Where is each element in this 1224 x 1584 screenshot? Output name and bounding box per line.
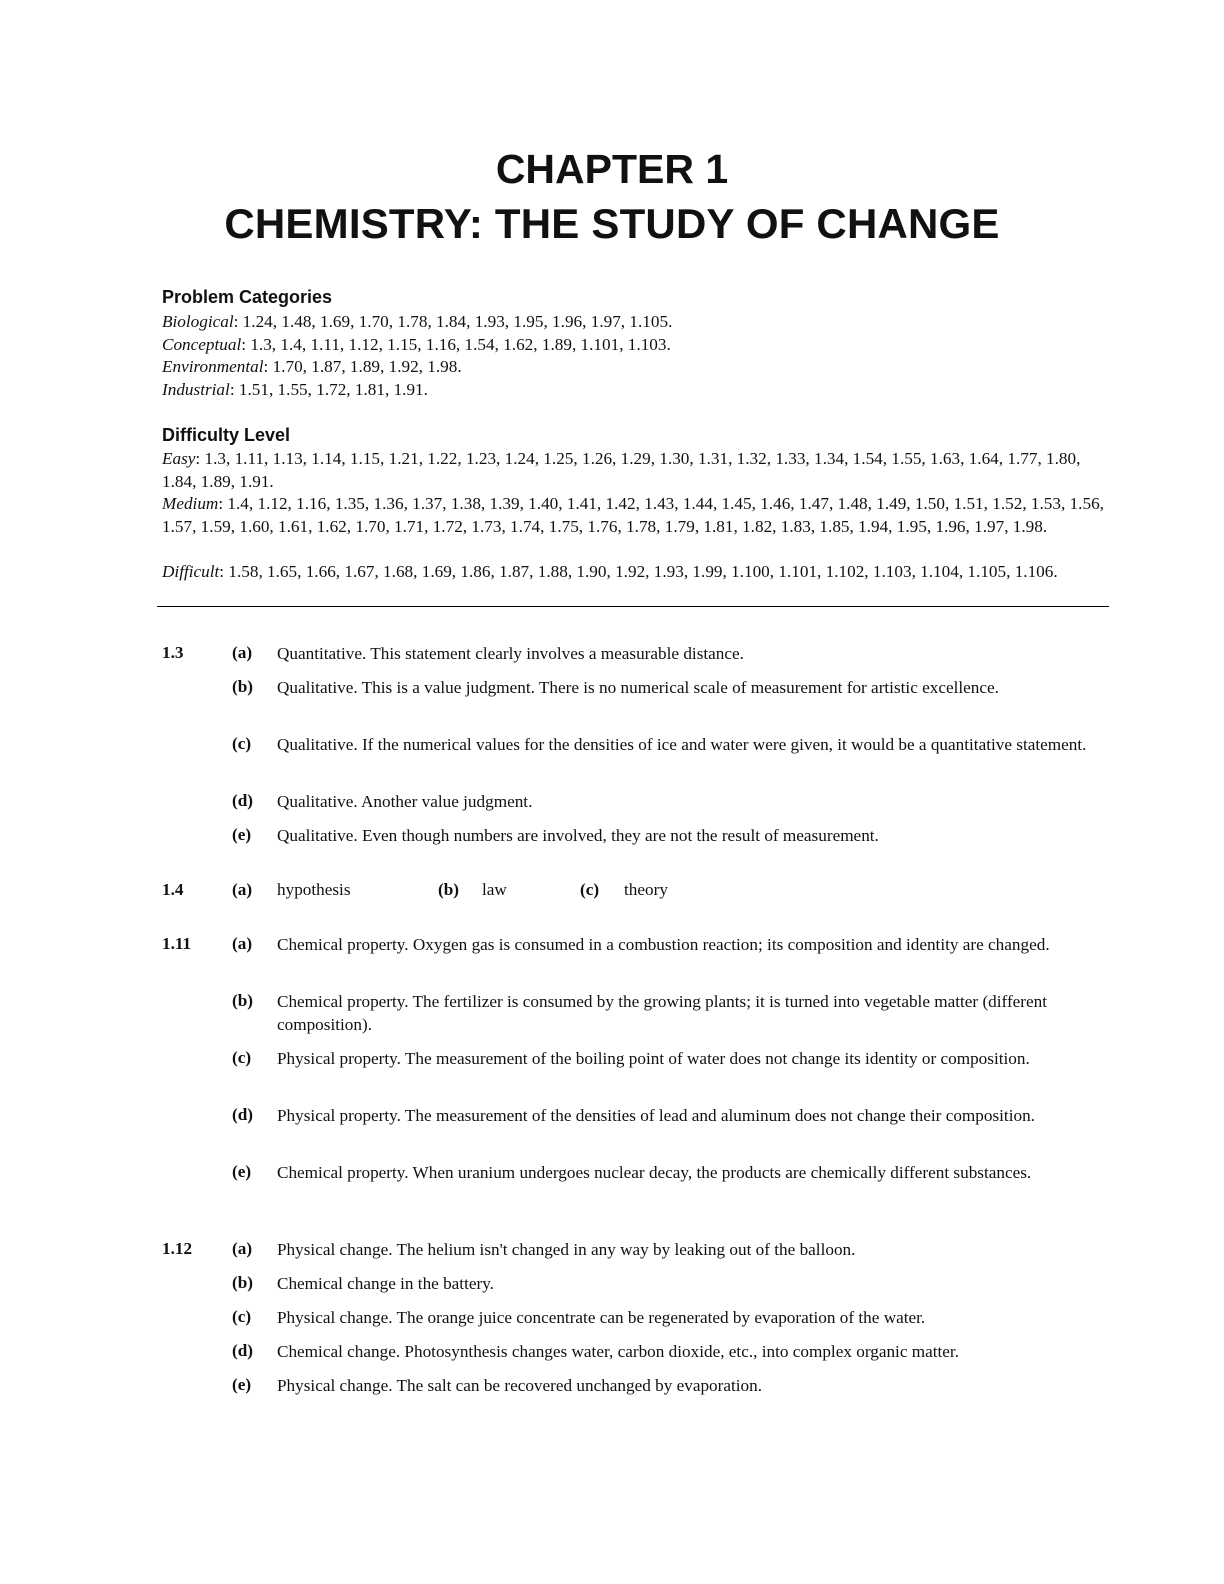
difficulty-label: Difficult — [162, 562, 220, 581]
difficulty-difficult — [162, 561, 1107, 584]
part-label: (c) — [232, 1048, 252, 1067]
answer-text: law — [482, 880, 507, 899]
answer-text: Qualitative. This is a value judgment. There is no numerical scale of measurement for artistic excellence. — [277, 678, 999, 697]
answer-text: Chemical change in the battery. — [277, 1274, 494, 1293]
answer-text: Qualitative. Another value judgment. — [277, 792, 533, 811]
part-label: (c) — [232, 1307, 252, 1326]
category-label: Environmental — [162, 357, 264, 377]
answer-text: Chemical property. Oxygen gas is consumed in a combustion reaction; its composition and identity are changed. — [277, 935, 1050, 954]
category-values: : 1.51, 1.55, 1.72, 1.81, 1.91. — [229, 379, 428, 399]
category-row — [162, 334, 1107, 357]
difficulty-heading: Difficulty Level — [162, 425, 291, 445]
answer-text: Physical change. The helium isn't changed in any way by leaking out of the balloon. — [277, 1240, 856, 1259]
part-label: (a) — [232, 934, 253, 953]
part-label: (e) — [232, 1162, 252, 1181]
difficulty-medium — [162, 493, 1107, 538]
part-label: (a) — [232, 880, 253, 899]
difficulty-easy — [162, 448, 1107, 493]
part-label: (a) — [232, 1239, 253, 1258]
part-label: (a) — [232, 643, 253, 662]
answer-text: Qualitative. If the numerical values for the densities of ice and water were given, it would be a quantitative statement. — [277, 735, 1087, 754]
answer-text: Physical property. The measurement of the boiling point of water does not change its identity or composition. — [277, 1049, 1030, 1068]
problem-categories-heading: Problem Categories — [162, 287, 333, 307]
part-label: (c) — [580, 880, 600, 899]
category-label: Biological — [162, 312, 234, 331]
answer-text: Quantitative. This statement clearly involves a measurable distance. — [277, 644, 744, 663]
problem-number: 1.4 — [162, 880, 184, 899]
answer-text: Chemical property. When uranium undergoes nuclear decay, the products are chemically different substances. — [277, 1163, 1032, 1182]
category-values: : 1.24, 1.48, 1.69, 1.70, 1.78, 1.84, 1.93, 1.95, 1.96, 1.97, 1.105. — [233, 312, 673, 331]
part-label: (c) — [232, 734, 252, 753]
part-label: (e) — [232, 1375, 252, 1394]
problem-number: 1.3 — [162, 643, 184, 662]
category-row — [162, 356, 1107, 379]
problem-number: 1.12 — [162, 1239, 193, 1258]
part-label: (b) — [438, 880, 460, 899]
category-values: : 1.3, 1.4, 1.11, 1.12, 1.15, 1.16, 1.54, 1.62, 1.89, 1.101, 1.103. — [241, 334, 671, 354]
answer-text: Qualitative. Even though numbers are involved, they are not the result of measurement. — [277, 826, 879, 845]
part-label: (d) — [232, 1105, 254, 1124]
answer-text: theory — [624, 880, 668, 899]
part-label: (b) — [232, 991, 254, 1010]
category-label: Conceptual — [162, 334, 242, 354]
category-label: Industrial — [162, 379, 230, 399]
category-row — [162, 379, 1107, 402]
problem-number: 1.11 — [162, 934, 192, 953]
difficulty-values: : 1.3, 1.11, 1.13, 1.14, 1.15, 1.21, 1.22, 1.23, 1.24, 1.25, 1.26, 1.29, 1.30, 1.31, 1.32, 1.33, 1.34, 1.54, 1.55, 1.63, 1.64, 1.77, 1.80, 1.84, 1.89, 1.91. — [162, 449, 1081, 491]
difficulty-values: : 1.4, 1.12, 1.16, 1.35, 1.36, 1.37, 1.38, 1.39, 1.40, 1.41, 1.42, 1.43, 1.44, 1.45, 1.46, 1.47, 1.48, 1.49, 1.50, 1.51, 1.52, 1.53, 1.56, 1.57, 1.59, 1.60, 1.61, 1.62, 1.70, 1.71, 1.72, 1.73, 1.74, 1.75, 1.76, 1.78, 1.79, 1.81, 1.82, 1.83, 1.85, 1.94, 1.95, 1.96, 1.97, 1.98. — [162, 494, 1104, 536]
answer-text: hypothesis — [277, 880, 351, 899]
category-values: : 1.70, 1.87, 1.89, 1.92, 1.98. — [263, 357, 462, 377]
difficulty-values: : 1.58, 1.65, 1.66, 1.67, 1.68, 1.69, 1.86, 1.87, 1.88, 1.90, 1.92, 1.93, 1.99, 1.100, 1.101, 1.102, 1.103, 1.104, 1.105, 1.106. — [219, 562, 1058, 581]
part-label: (d) — [232, 1341, 254, 1360]
chapter-title: CHEMISTRY: THE STUDY OF CHANGE — [224, 200, 1000, 247]
answer-text: Chemical property. The fertilizer is consumed by the growing plants; it is turned into vegetable matter (different composition). — [277, 992, 1048, 1034]
part-label: (b) — [232, 1273, 254, 1292]
difficulty-label: Medium — [162, 494, 219, 513]
part-label: (b) — [232, 677, 254, 696]
difficulty-label: Easy — [162, 449, 196, 468]
part-label: (d) — [232, 791, 254, 810]
part-label: (e) — [232, 825, 252, 844]
category-row — [162, 311, 1107, 334]
answer-text: Physical change. The salt can be recovered unchanged by evaporation. — [277, 1376, 763, 1395]
answer-text: Physical change. The orange juice concentrate can be regenerated by evaporation of the water. — [277, 1308, 926, 1327]
problem-categories-list — [162, 311, 1107, 401]
answer-text: Physical property. The measurement of the densities of lead and aluminum does not change their composition. — [277, 1106, 1035, 1125]
section-divider — [157, 606, 1109, 607]
answer-text: Chemical change. Photosynthesis changes water, carbon dioxide, etc., into complex organic matter. — [277, 1342, 960, 1361]
chapter-number: CHAPTER 1 — [495, 146, 729, 192]
